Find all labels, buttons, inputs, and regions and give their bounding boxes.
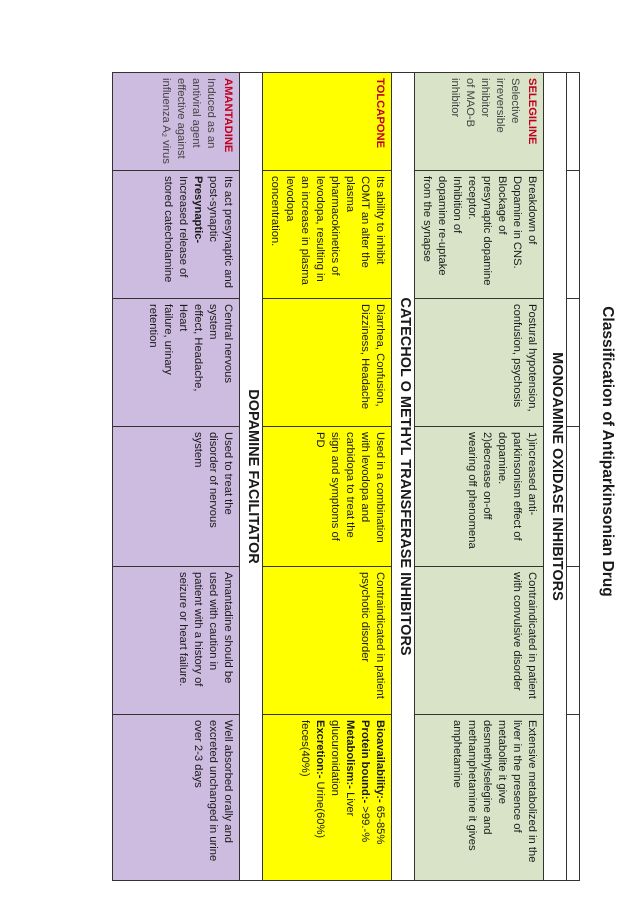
cell-line: Contraindicated in patient — [374, 572, 386, 699]
cell-line: 2)decrease on-off — [481, 432, 493, 520]
drug-row-tolcapone — [263, 73, 392, 881]
cell-line: Used in a combination — [374, 432, 386, 543]
cell-line: PD — [314, 432, 326, 448]
cell-line: Blockage of — [496, 176, 508, 235]
table-header-row — [567, 73, 580, 881]
cell-line: an increase in plasma — [299, 176, 311, 285]
cell-line: with levodopa and — [359, 432, 371, 523]
cell-line: presynaptic dopamine — [481, 176, 493, 286]
drug-description — [158, 78, 218, 165]
cell-line: Central nervous system — [207, 304, 234, 383]
cell-line: post-synaptic — [207, 176, 219, 242]
pk-line: Bioavailability:- 65-85% — [374, 720, 386, 845]
cell-line: influenza A₂ virus — [160, 78, 172, 164]
contraindications-cell — [263, 567, 392, 715]
cell-line: pharmacokinetics of — [329, 176, 341, 276]
cell-line: irreversible inhibitor — [479, 78, 506, 133]
cell-line: Well absorbed orally and — [222, 720, 234, 843]
classification-table — [112, 72, 580, 881]
cell-line: receptor. — [466, 176, 478, 220]
mechanism-cell — [113, 171, 240, 299]
cell-line: amphetamine — [451, 720, 463, 788]
cell-line: psychotic disorder — [359, 572, 371, 663]
drug-name: AMANTADINE — [222, 78, 234, 153]
mechanism-cell — [415, 171, 544, 299]
cell-line: liver in the presence of — [511, 720, 523, 833]
cell-line: Extensive metabolized in the — [526, 720, 538, 863]
cell-line: Contraindicated in patient — [526, 572, 538, 699]
cell-line: system — [192, 432, 204, 468]
pk-line: Protein bound:- >99.-% — [359, 720, 371, 843]
cell-line: Breakdown of — [526, 176, 538, 245]
section-header-row — [392, 73, 415, 881]
cell-line: excreted unchanged in urine — [207, 720, 219, 862]
cell-line: carbidopa to treat the — [344, 432, 356, 538]
drug-description — [447, 78, 522, 165]
cell-line: seizure or heart failure. — [177, 572, 189, 687]
cell-line: COMT an alter the — [359, 176, 371, 268]
cell-line: Presynaptic- — [192, 176, 204, 244]
mechanism-cell — [263, 171, 392, 299]
adverse-effects-cell — [415, 299, 544, 427]
cell-line: disorder of nervous — [207, 432, 219, 528]
cell-line: patient with a history of — [192, 572, 204, 687]
cell-line: Used to treat the — [222, 432, 234, 515]
pk-line: Metabolism:- Liver — [344, 720, 356, 817]
cell-line: with convulsive disorder — [511, 572, 523, 691]
contraindications-cell — [415, 567, 544, 715]
section-header-row — [240, 73, 263, 881]
cell-line: metabolite it give — [496, 720, 508, 804]
cell-line: Its act presynaptic and — [222, 176, 234, 288]
section-title: DOPAMINE FACILITATOR — [240, 73, 263, 881]
cell-line: Its ability to inhibit — [374, 176, 386, 265]
cell-line: desmethylselegine and — [481, 720, 493, 835]
drug-name: TOLCAPONE — [374, 78, 386, 149]
cell-line: Selective — [509, 78, 521, 124]
cell-line: concentration. — [269, 176, 281, 247]
uses-cell — [415, 427, 544, 567]
cell-line: dopamine. — [496, 432, 508, 485]
cell-line: Induced as an — [205, 78, 217, 149]
cell-line: Dizziness, Headache — [359, 304, 371, 410]
document-title: Classification of Antiparkinsonian Drug — [599, 306, 616, 597]
cell-line: stored catecholamine — [162, 176, 174, 283]
pharmacokinetics-cell — [415, 715, 544, 881]
cell-line: levodopa — [284, 176, 296, 222]
pharmacokinetics-cell — [113, 715, 240, 881]
cell-line: plasma — [344, 176, 356, 213]
cell-line: over 2-3 days — [192, 720, 204, 788]
cell-line: Dopamine in CNS. — [511, 176, 523, 269]
drug-cell — [113, 73, 240, 171]
contraindications-cell — [113, 567, 240, 715]
section-title: MONOAMINE OXIDASE INHIBITORS — [544, 73, 567, 881]
cell-line: 1)increased anti- — [526, 432, 538, 516]
drug-row-amantadine — [113, 73, 240, 881]
cell-line: from the synapse — [421, 176, 433, 262]
drug-name: SELEGILINE — [526, 78, 538, 145]
cell-line: Amantadine should be — [222, 572, 234, 684]
cell-line: wearing off phenomena — [466, 432, 478, 549]
uses-cell — [263, 427, 392, 567]
cell-line: of MAO-B inhibitor — [449, 78, 476, 128]
cell-line: Postural hypotension, — [526, 304, 538, 412]
drug-cell — [263, 73, 392, 171]
section-header-row — [544, 73, 567, 881]
cell-line: levodopa, resulting in — [314, 176, 326, 282]
drug-row-selegiline — [415, 73, 544, 881]
cell-line: antiviral agent — [190, 78, 202, 148]
cell-line: Increased release of — [177, 176, 189, 278]
cell-line: effective against — [175, 78, 187, 159]
cell-line: sign and symptoms of — [329, 432, 341, 541]
pk-line: feces(40%) — [299, 720, 311, 777]
cell-line: confusion, psychosis — [511, 304, 523, 408]
pk-line: glucuronidation — [329, 720, 341, 796]
cell-line: Diarrhea, Confusion, — [374, 304, 386, 407]
cell-line: methamphetamine it gives — [466, 720, 478, 851]
pharmacokinetics-cell — [263, 715, 392, 881]
adverse-effects-cell — [263, 299, 392, 427]
cell-line: effect, Headache, Heart — [177, 304, 204, 392]
cell-line: parkinsonism effect of — [511, 432, 523, 541]
cell-line: dopamine re-uptake — [436, 176, 448, 276]
pk-line: Excretion:- Urine(60%) — [314, 720, 326, 839]
cell-line: failure, urinary retention — [147, 304, 174, 375]
section-title: CATECHOL O METHYL TRANSFERASE INHIBITORS — [392, 73, 415, 881]
drug-cell — [415, 73, 544, 171]
cell-line: Inhibition of — [451, 176, 463, 234]
cell-line: used with caution in — [207, 572, 219, 671]
uses-cell — [113, 427, 240, 567]
adverse-effects-cell — [113, 299, 240, 427]
